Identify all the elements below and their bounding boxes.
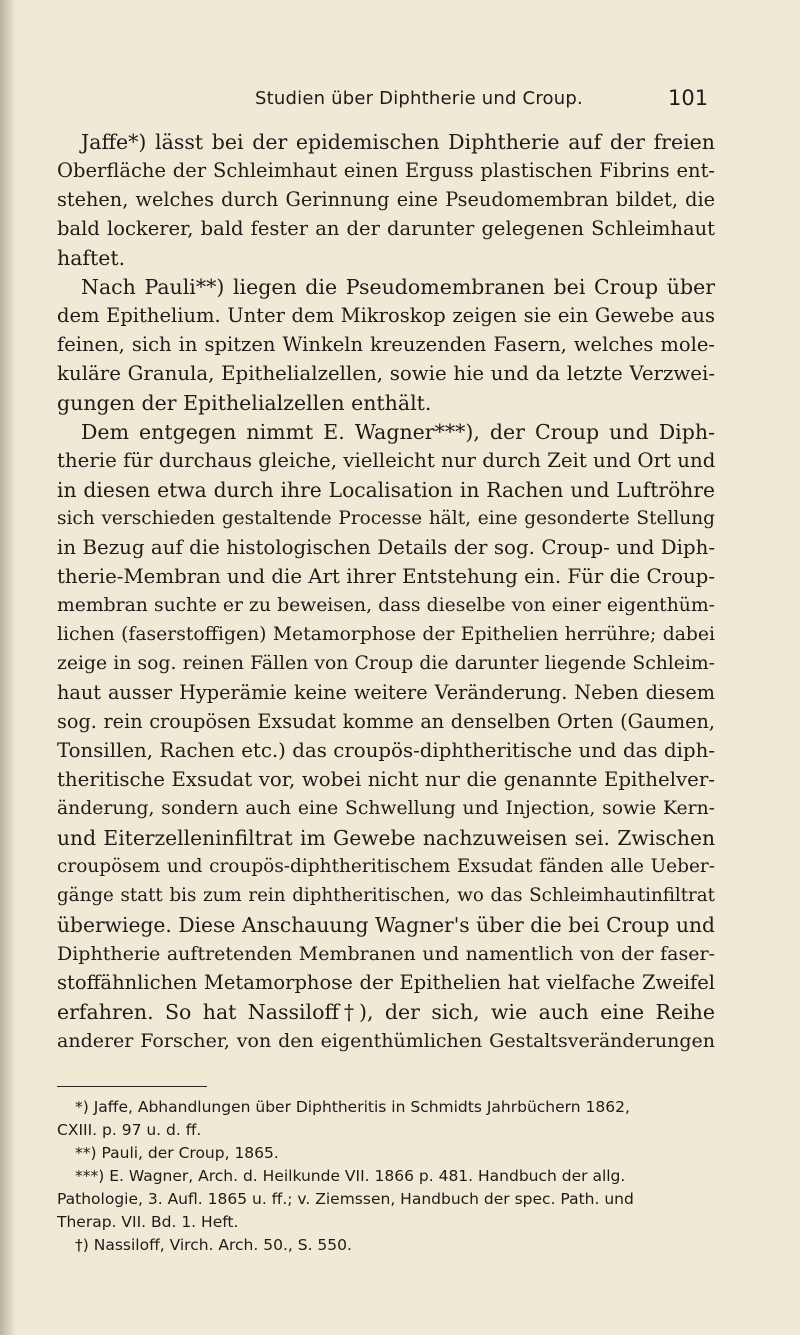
text-line: croupösem und croupös-diphtheritischem Exsudat fänden alle Ueber- (57, 856, 715, 877)
text-line: haftet. (57, 246, 126, 270)
text-line: feinen, sich in spitzen Winkeln kreuzenden Fasern, welches mole- (57, 333, 715, 356)
text-line: theritische Exsudat vor, wobei nicht nur die genannte Epithelver- (57, 768, 715, 791)
text-line: stehen, welches durch Gerinnung eine Pseudomembran bildet, die (57, 188, 715, 211)
text-line: gänge statt bis zum rein diphtheritischen, wo das Schleimhautinfiltrat (57, 885, 715, 906)
text-line: in diesen etwa durch ihre Localisation in Rachen und Luftröhre (57, 478, 715, 502)
footnote-line: Pathologie, 3. Aufl. 1865 u. ff.; v. Ziemssen, Handbuch der spec. Path. und (57, 1190, 634, 1208)
text-line: in Bezug auf die histologischen Details der sog. Croup- und Diph- (57, 536, 715, 559)
text-line: Nach Pauli**) liegen die Pseudomembranen bei Croup über (81, 275, 715, 299)
page-header (0, 88, 800, 118)
footnote-line: *) Jaffe, Abhandlungen über Diphtheritis in Schmidts Jahrbüchern 1862, (75, 1098, 630, 1116)
text-line: membran suchte er zu beweisen, dass dieselbe von einer eigenthüm- (57, 595, 715, 616)
text-line: haut ausser Hyperämie keine weitere Veränderung. Neben diesem (57, 681, 715, 704)
page-edge-shadow (0, 0, 16, 1335)
text-line: zeige in sog. reinen Fällen von Croup die darunter liegende Schleim- (57, 653, 715, 674)
footnote-line: CXIII. p. 97 u. d. ff. (57, 1121, 202, 1139)
text-line: Tonsillen, Rachen etc.) das croupös-diphtheritische und das diph- (57, 739, 715, 762)
footnote-line: †) Nassiloff, Virch. Arch. 50., S. 550. (75, 1236, 352, 1254)
page-number: 101 (668, 86, 709, 110)
text-line: erfahren. So hat Nassiloff†), der sich, wie auch eine Reihe (57, 1000, 715, 1024)
footnote-divider (57, 1086, 207, 1087)
text-line: überwiege. Diese Anschauung Wagner's über die bei Croup und (57, 913, 715, 937)
text-line: kuläre Granula, Epithelialzellen, sowie hie und da letzte Verzwei- (57, 362, 715, 385)
text-line: Diphtherie auftretenden Membranen und namentlich von der faser- (57, 943, 715, 965)
footnote-line: **) Pauli, der Croup, 1865. (75, 1144, 279, 1162)
running-title: Studien über Diphtherie und Croup. (255, 88, 583, 109)
text-line: Jaffe*) lässt bei der epidemischen Diphtherie auf der freien (81, 130, 715, 154)
text-line: therie für durchaus gleiche, vielleicht nur durch Zeit und Ort und (57, 449, 716, 472)
text-line: sog. rein croupösen Exsudat komme an denselben Orten (Gaumen, (57, 710, 715, 733)
text-line: stoffähnlichen Metamorphose der Epithelien hat vielfache Zweifel (57, 971, 715, 994)
footnote-line: ***) E. Wagner, Arch. d. Heilkunde VII. 1866 p. 481. Handbuch der allg. (75, 1167, 626, 1185)
text-line: bald lockerer, bald fester an der darunter gelegenen Schleimhaut (57, 217, 715, 240)
text-line: therie-Membran und die Art ihrer Entstehung ein. Für die Croup- (57, 565, 715, 588)
footnote-line: Therap. VII. Bd. 1. Heft. (57, 1213, 239, 1231)
text-line: dem Epithelium. Unter dem Mikroskop zeigen sie ein Gewebe aus (57, 304, 715, 327)
text-line: gungen der Epithelialzellen enthält. (57, 391, 432, 415)
text-line: Oberfläche der Schleimhaut einen Erguss plastischen Fibrins ent- (57, 159, 715, 182)
text-line: sich verschieden gestaltende Processe hält, eine gesonderte Stellung (57, 508, 715, 529)
text-line: änderung, sondern auch eine Schwellung und Injection, sowie Kern- (57, 798, 715, 819)
text-line: anderer Forscher, von den eigenthümlichen Gestaltsveränderungen (57, 1030, 715, 1052)
text-line: und Eiterzelleninfiltrat im Gewebe nachzuweisen sei. Zwischen (57, 826, 715, 850)
text-line: Dem entgegen nimmt E. Wagner***), der Croup und Diph- (81, 420, 715, 444)
text-line: lichen (faserstoffigen) Metamorphose der Epithelien herrühre; dabei (57, 624, 715, 645)
